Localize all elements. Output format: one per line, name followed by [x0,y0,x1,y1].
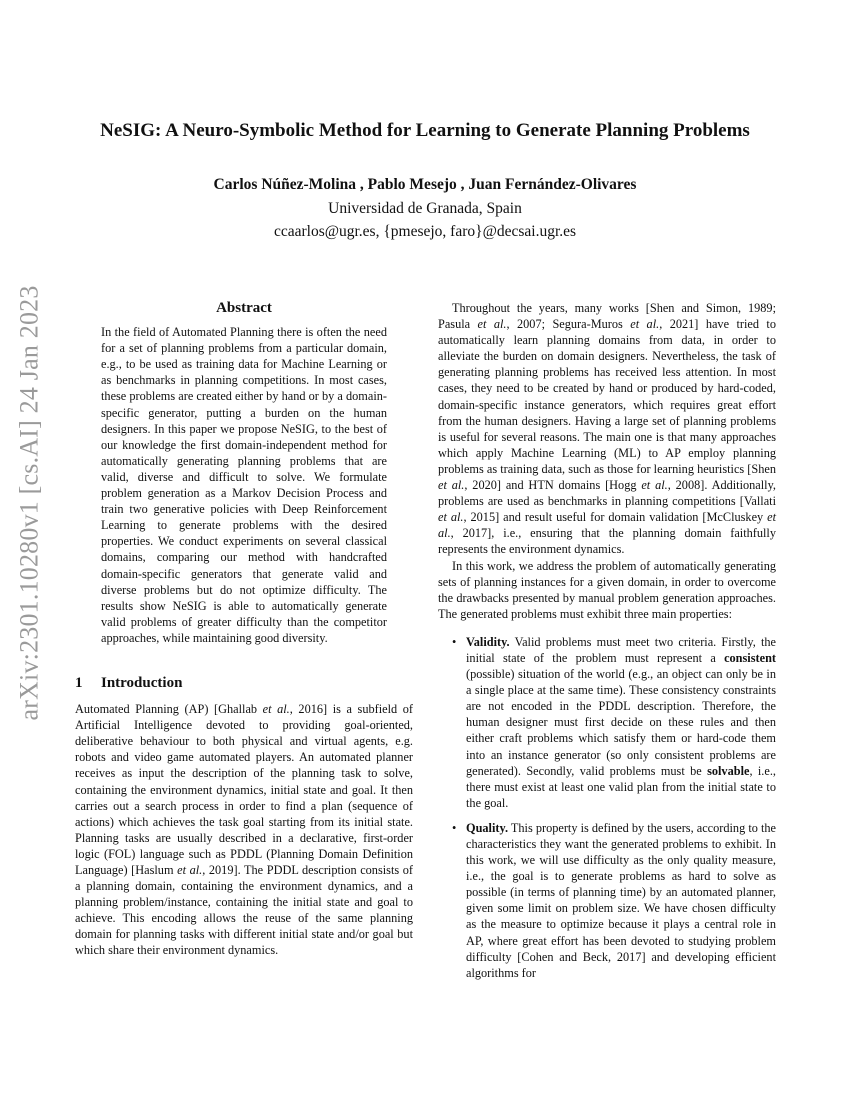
right-column [438,300,776,990]
work-paragraph: In this work, we address the problem of automatically generating sets of planning instances for a given domain, in order to overcome the drawbacks presented by manual problem generation approaches. The generated problems must exhibit three main properties: [438,558,776,621]
abstract [75,324,413,646]
arxiv-id: arXiv:2301.10280v1 [cs.AI] 24 Jan 2023 [15,284,44,721]
intro-paragraph: Automated Planning (AP) [Ghallab et al., 2016] is a subfield of Artificial Intelligence devoted to providing goal-oriented, deliberative behaviour to both physical and virtual agents, e.g. robots and video game automated players. An automated planner receives as input the description of the planning task to solve, containing the environment dynamics, initial state and goal. It then carries out a search process in order to find a plan (sequence of actions) which achieves the task goal starting from its initial state. Planning tasks are usually described in a declarative, first-order logic (FOL) language such as PDDL (Planning Domain Definition Language) [Haslum et al., 2019]. The PDDL description consists of a planning domain, containing the environment dynamics, and a planning problem/instance, containing the initial state and goal to achieve. This encoding allows the reuse of the same planning domain for planning tasks with different initial state and/or goal but which share their environment dynamics. [75,702,413,958]
bullet-icon: • [452,634,457,649]
affiliation: Universidad de Granada, Spain [328,200,522,217]
abstract-text: In the field of Automated Planning there is often the need for a set of planning problems from a particular domain, e.g., to be used as training data for Machine Learning or as benchmarks in planning competitions. In most cases, these problems are created either by hand or by a domain-specific generator, putting a burden on the human designers. In this paper we propose NeSIG, to the best of our knowledge the first domain-independent method for automatically generating planning problems that are valid, diverse and difficult to solve. We formulate problem generation as a Markov Decision Process and train two generative policies with Deep Reinforcement Learning to generate problems with the desired properties. We conduct experiments on several classical domains, comparing our method with handcrafted domain-specific generators that generate valid and diverse problems but do not optimize difficulty. The results show NeSIG is able to automatically generate valid problems of greater difficulty than the competitor approaches, while maintaining good diversity. [101,325,387,645]
left-column [75,300,413,959]
authors: Carlos Núñez-Molina , Pablo Mesejo , Juan Fernández-Olivares [213,176,637,193]
bullet-icon: • [452,820,457,835]
abstract-heading: Abstract [216,300,272,316]
section-heading-introduction [75,675,413,691]
list-item-validity: • Validity. Valid problems must meet two criteria. Firstly, the initial state of the problem must represent a consistent (possible) situation of the world (e.g., an object can only be in a single place at the same time). These consistency constraints are not encoded in the PDDL description. Therefore, the human designer must first decide on these rules and then either craft problems which satisfy them or hard-code them into an instance generator (so only consistent problems are generated). Secondly, valid problems must be solvable, i.e., there must exist at least one valid plan from the initial state to the goal. [452,634,776,810]
section-number: 1 [75,674,83,691]
properties-list [438,634,776,981]
section-title: Introduction [101,674,183,691]
arxiv-stamp [4,284,56,721]
paper-title: NeSIG: A Neuro-Symbolic Method for Learning to Generate Planning Problems [100,120,750,141]
list-item-quality: • Quality. This property is defined by the users, according to the characteristics they want the generated problems to exhibit. In this work, we will use difficulty as the only quality measure, i.e., the goal is to generate problems as hard to solve as possible (in terms of planning time) by an automated planner, given some limit on problem size. We have chosen difficulty as the measure to optimize because it plays a central role in AP, where great effort has been devoted to studying problem difficulty [Cohen and Beck, 2017] and developing efficient algorithms for [452,820,776,980]
author-emails: ccaarlos@ugr.es, {pmesejo, faro}@decsai.ugr.es [273,223,577,240]
related-work-paragraph: Throughout the years, many works [Shen and Simon, 1989; Pasula et al., 2007; Segura-Muros et al., 2021] have tried to automatically learn planning domains from data, in order to alleviate the burden on domain designers. Nevertheless, the task of generating planning problems has received less attention. In most cases, they need to be created by hand or produced by hard-coded, domain-specific instance generators, which requires great effort from the human designers. Having a large set of planning problems is useful for several reasons. The main one is that many approaches which apply Machine Learning (ML) to AP employ planning problems as training data, such as those for learning heuristics [Shen et al., 2020] and HTN domains [Hogg et al., 2008]. Additionally, problems are used as benchmarks in planning competitions [Vallati et al., 2015] and result useful for domain validation [McCluskey et al., 2017], i.e., ensuring that the planning domain faithfully represents the environment dynamics. [438,301,777,557]
